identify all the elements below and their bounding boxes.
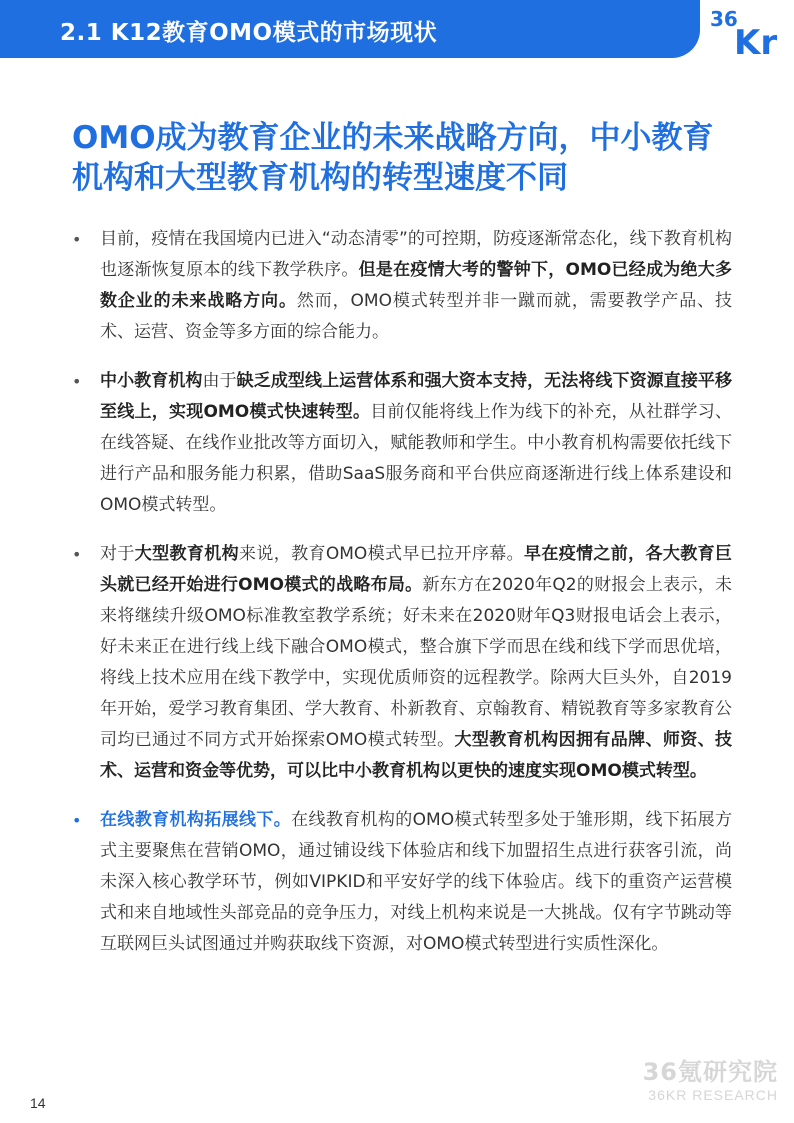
bullet-marker: • xyxy=(72,545,82,564)
text-segment: 由于 xyxy=(202,371,237,391)
watermark-sub: 36KR RESEARCH xyxy=(648,1087,778,1103)
bold-text-segment: 但是在疫情大考的警钟下，OMO已经成为绝大多数企业的未来战略方向。 xyxy=(100,260,732,311)
bullet-marker: • xyxy=(72,372,82,391)
bullet-text xyxy=(100,539,732,787)
bold-text-segment: 大型教育机构 xyxy=(134,544,239,564)
text-segment: 对于 xyxy=(100,544,135,564)
bullet-item xyxy=(72,224,732,348)
bold-text-segment: 早在疫情之前，各大教育巨头就已经开始进行OMO模式的战略布局。 xyxy=(100,544,733,595)
watermark xyxy=(628,1058,778,1104)
bold-text-segment: 缺乏成型线上运营体系和强大资本支持，无法将线下资源直接平移至线上，实现OMO模式快速转型。 xyxy=(100,371,733,422)
watermark-main: 36氪研究院 xyxy=(642,1058,778,1086)
section-title: 2.1 K12教育OMO模式的市场现状 xyxy=(60,20,438,46)
text-segment: 新东方在2020年Q2的财报会上表示，未来将继续升级OMO标准教室教学系统；好未来在2020财年Q3财报电话会上表示，好未来正在进行线上线下融合OMO模式，整合旗下学而思在线和线下学而思优培，将线上技术应用在线下教学中，实现优质师资的远程教学。除两大巨头外，自2019年开始，爱学习教育集团、学大教育、朴新教育、京翰教育、精锐教育等多家教育公司均已通过不同方式开始探索OMO模式转型。 xyxy=(100,575,732,750)
page-number: 14 xyxy=(30,1095,46,1111)
bold-text-segment: 大型教育机构因拥有品牌、师资、技术、运营和资金等优势，可以比中小教育机构以更快的速度实现OMO模式转型。 xyxy=(100,730,732,781)
header-bar xyxy=(0,0,700,58)
logo-text-bottom: Kr xyxy=(734,23,778,56)
bullet-item xyxy=(72,805,732,960)
bullet-item xyxy=(72,366,732,521)
logo-text-top: 36 xyxy=(710,7,738,31)
text-segment: 目前，疫情在我国境内已进入“动态清零”的可控期，防疫逐渐常态化，线下教育机构也逐渐恢复原本的线下教学秩序。 xyxy=(100,229,732,280)
bullet-text xyxy=(100,805,732,960)
text-segment: 来说，教育OMO模式早已拉开序幕。 xyxy=(238,544,524,564)
bullet-marker: • xyxy=(72,230,82,249)
text-segment: 目前仅能将线上作为线下的补充，从社群学习、在线答疑、在线作业批改等方面切入，赋能教师和学生。中小教育机构需要依托线下进行产品和服务能力积累，借助SaaS服务商和平台供应商逐渐进行线上体系建设和OMO模式转型。 xyxy=(100,402,732,515)
36kr-logo-icon xyxy=(706,2,794,56)
bullet-marker: • xyxy=(72,811,82,830)
headline: OMO成为教育企业的未来战略方向，中小教育机构和大型教育机构的转型速度不同 xyxy=(72,120,714,196)
bullet-list xyxy=(72,224,732,978)
bullet-item xyxy=(72,539,732,787)
text-segment: 在线教育机构的OMO模式转型多处于雏形期，线下拓展方式主要聚焦在营销OMO，通过铺设线下体验店和线下加盟招生点进行获客引流，尚未深入核心教学环节，例如VIPKID和平安好学的线下体验店。线下的重资产运营模式和来自地域性头部竞品的竞争压力，对线上机构来说是一大挑战。仅有字节跳动等互联网巨头试图通过并购获取线下资源，对OMO模式转型进行实质性深化。 xyxy=(100,810,733,954)
bold-text-segment: 在线教育机构拓展线下。 xyxy=(100,810,292,830)
bullet-text xyxy=(100,366,732,521)
bold-text-segment: 中小教育机构 xyxy=(100,371,203,391)
bullet-text xyxy=(100,224,732,348)
text-segment: 然而，OMO模式转型并非一蹴而就，需要教学产品、技术、运营、资金等多方面的综合能力。 xyxy=(100,291,732,342)
